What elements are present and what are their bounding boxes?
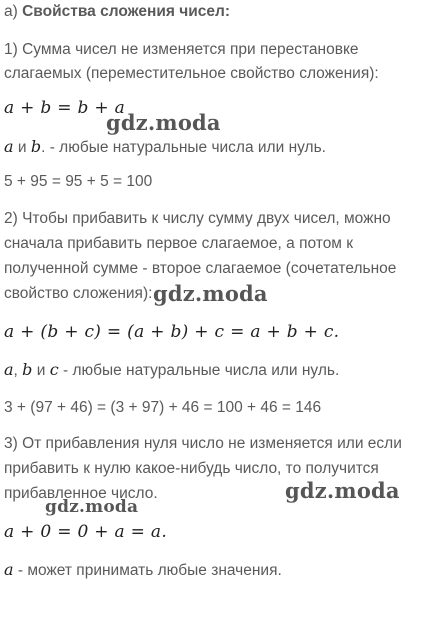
rule1-note: . - любые натуральные числа или нуль. (41, 139, 326, 156)
rule2-line4: свойство сложения): (4, 285, 153, 302)
heading-prefix: а) (4, 3, 23, 20)
rule1-line2: слагаемых (переместительное свойство сложения): (4, 65, 379, 82)
rule2-formula: a + (b + c) = (a + b) + c = a + b + c. (4, 322, 340, 342)
heading-title: Свойства сложения чисел: (22, 3, 231, 20)
rule3-note: - может принимать любые значения. (13, 562, 282, 579)
rule1-variables-note (4, 137, 326, 158)
rule3-var-a: a (4, 560, 14, 579)
rule2-example: 3 + (97 + 46) = (3 + 97) + 46 = 100 + 46 = 146 (4, 399, 322, 416)
rule2-line3: полученной сумме - второе слагаемое (сочетательное (4, 260, 397, 277)
rule1-var-b: b (30, 137, 42, 156)
rule2-sep: , (13, 362, 23, 379)
watermark-logo: gdz.moda (45, 497, 139, 517)
rule2-note: - любые натуральные числа или нуль. (58, 362, 340, 379)
rule2-variables-note (4, 360, 339, 381)
rule2-var-c: c (49, 360, 59, 379)
section-heading (4, 2, 230, 22)
rule1-formula: a + b = b + a (4, 98, 126, 118)
rule3-line2: прибавить к нулю какое-нибудь число, то получится (4, 460, 379, 477)
rule1-line1: 1) Сумма чисел не изменяется при перестановке (4, 41, 359, 58)
rule1-and: и (13, 139, 31, 156)
solution-page (4, 0, 440, 620)
rule3-formula: a + 0 = 0 + a = a. (4, 522, 168, 542)
rule3-variables-note (4, 560, 282, 581)
rule1-example: 5 + 95 = 95 + 5 = 100 (4, 173, 153, 190)
watermark-logo: gdz.moda (106, 110, 221, 135)
rule2-and: и (32, 362, 50, 379)
rule2-line1: 2) Чтобы прибавить к числу сумму двух чисел, можно (4, 210, 391, 227)
rule3-line1: 3) От прибавления нуля число не изменяется или если (4, 435, 402, 452)
watermark-logo: gdz.moda (153, 281, 268, 306)
rule2-var-b: b (22, 360, 33, 379)
rule1-var-a: a (4, 137, 14, 156)
rule3-line3: прибавленное число. (4, 485, 158, 502)
rule2-line2: сначала прибавить первое слагаемое, а потом к (4, 235, 354, 252)
watermark-logo: gdz.moda (285, 478, 400, 503)
rule2-var-a: a (4, 360, 14, 379)
